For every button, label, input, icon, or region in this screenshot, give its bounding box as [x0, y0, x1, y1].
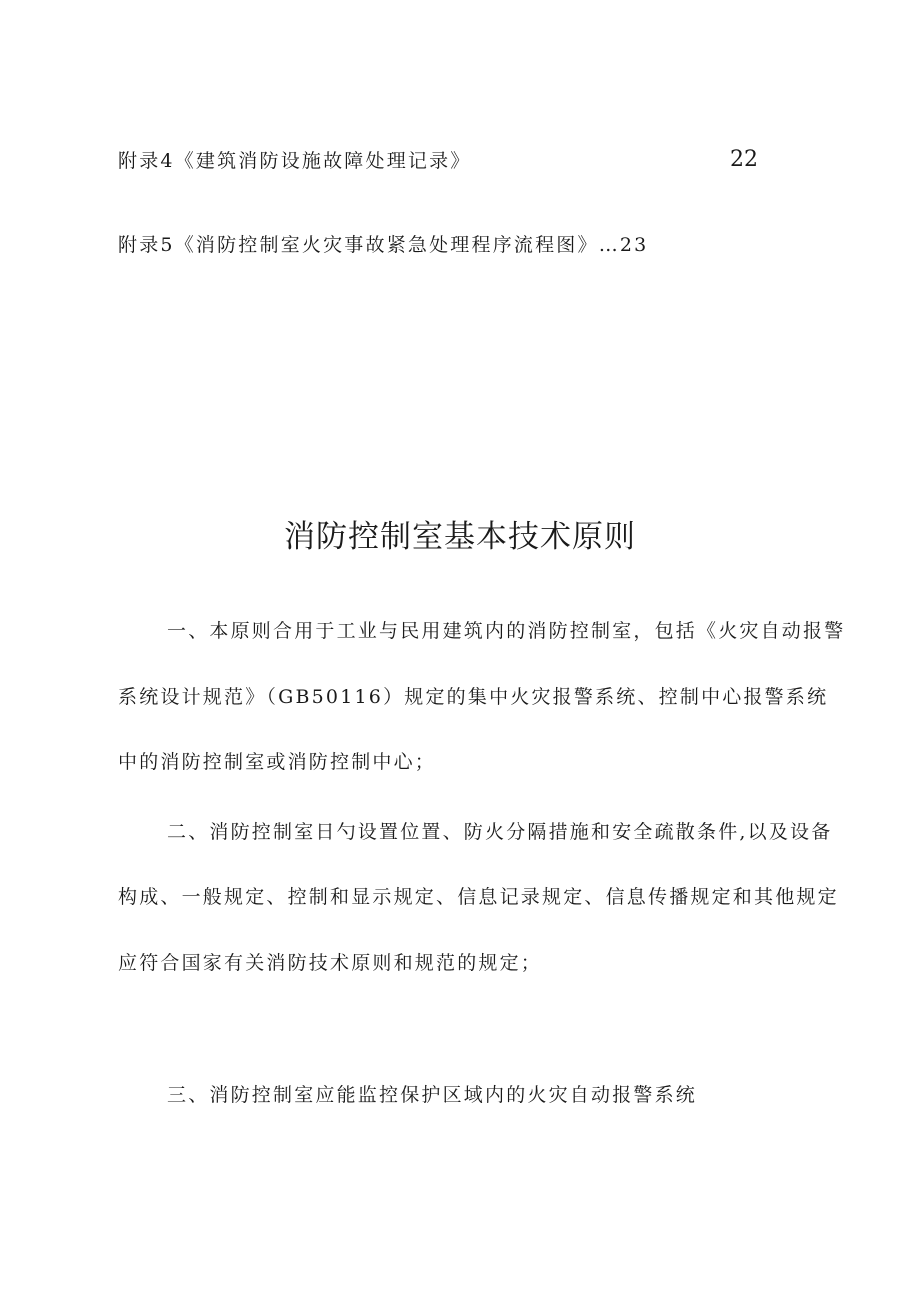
paragraph-line: 中的消防控制室或消防控制中心；: [118, 751, 437, 773]
paragraph-line: 应符合国家有关消防技术原则和规范的规定；: [118, 952, 543, 974]
paragraph-line: 系统设计规范》（GB50116）规定的集中火灾报警系统、控制中心报警系统: [118, 686, 829, 708]
toc-entry-page-number: 22: [730, 147, 758, 172]
toc-entry-label: 附录4《建筑消防设施故障处理记录》: [118, 150, 472, 172]
paragraph-line: 三、消防控制室应能监控保护区域内的火灾自动报警系统: [167, 1084, 698, 1106]
paragraph-line: 二、消防控制室日勺设置位置、防火分隔措施和安全疏散条件,以及设备: [167, 821, 833, 843]
toc-entry-appendix-5: 附录5《消防控制室火灾事故紧急处理程序流程图》…23: [118, 234, 649, 256]
paragraph-line: 构成、一般规定、控制和显示规定、信息记录规定、信息传播规定和其他规定: [118, 886, 839, 908]
document-title: 消防控制室基本技术原则: [284, 519, 636, 555]
paragraph-line: 一、本原则合用于工业与民用建筑内的消防控制室，包括《火灾自动报警: [167, 620, 846, 642]
